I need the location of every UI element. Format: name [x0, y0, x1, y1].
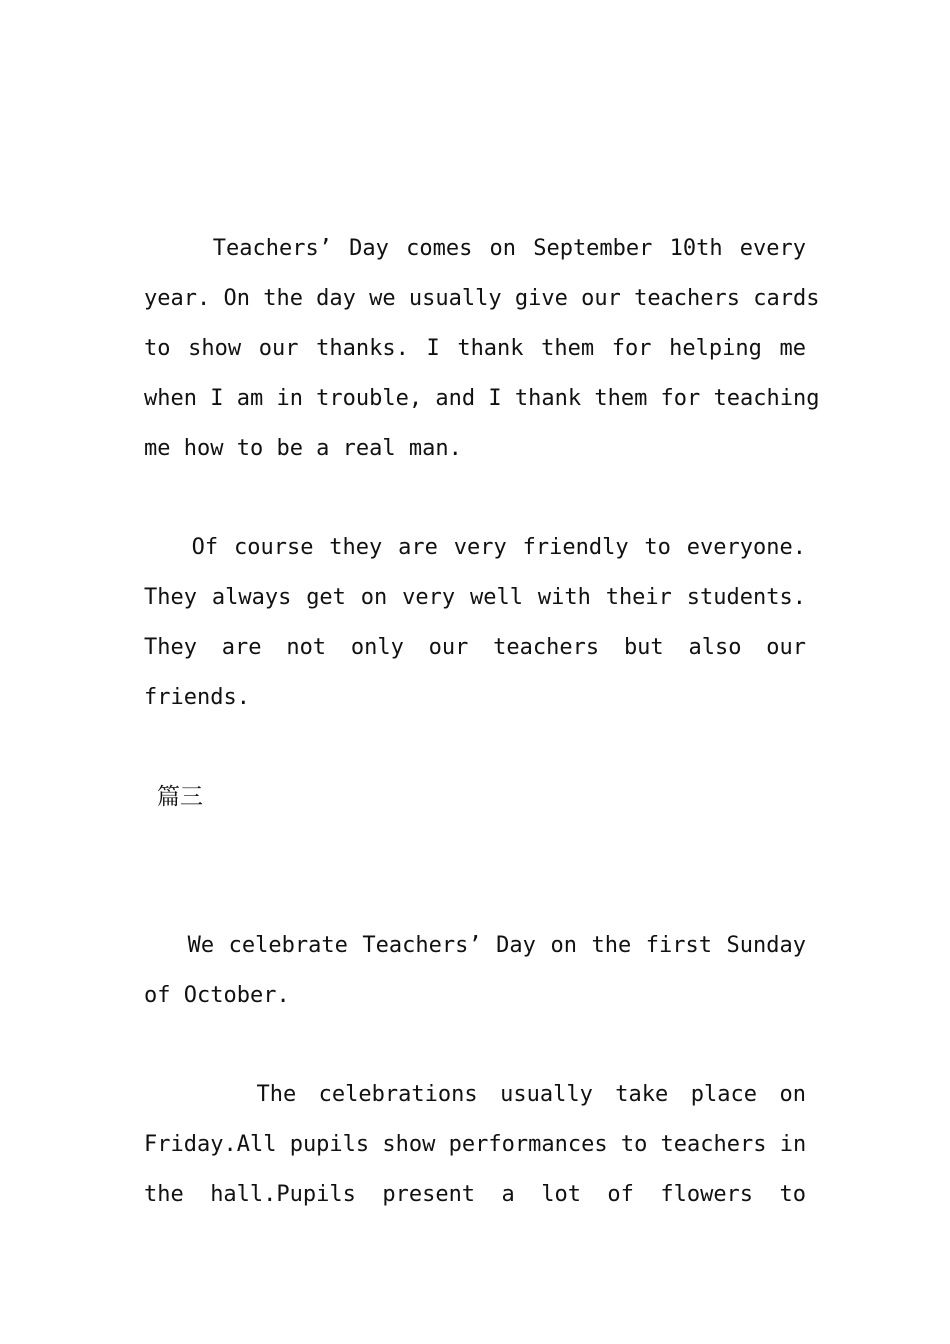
paragraph-1-line-4: when I am in trouble, and I thank them for teaching: [144, 386, 820, 411]
paragraph-4-line-1: The celebrations usually take place on: [256, 1082, 806, 1107]
paragraph-1-line-3: to show our thanks. I thank them for helping me: [144, 336, 806, 361]
paragraph-3-line-1: We celebrate Teachers’ Day on the first Sunday: [187, 933, 806, 958]
paragraph-1-line-5: me how to be a real man.: [144, 436, 462, 461]
paragraph-2-line-4: friends.: [144, 685, 250, 710]
paragraph-1-line-1: Teachers’ Day comes on September 10th every: [212, 236, 807, 261]
paragraph-1-line-2: year. On the day we usually give our teachers cards: [144, 286, 820, 311]
paragraph-4-line-3: the hall.Pupils present a lot of flowers to: [144, 1182, 806, 1207]
paragraph-4-line-2: Friday.All pupils show performances to teachers in: [144, 1132, 807, 1157]
paragraph-3-line-2: of October.: [144, 983, 290, 1008]
paragraph-2-line-2: They always get on very well with their students.: [144, 585, 806, 610]
paragraph-2-line-1: Of course they are very friendly to everyone.: [191, 535, 806, 560]
paragraph-2-line-3: They are not only our teachers but also our: [144, 635, 806, 660]
section-heading: 篇三: [157, 784, 203, 810]
